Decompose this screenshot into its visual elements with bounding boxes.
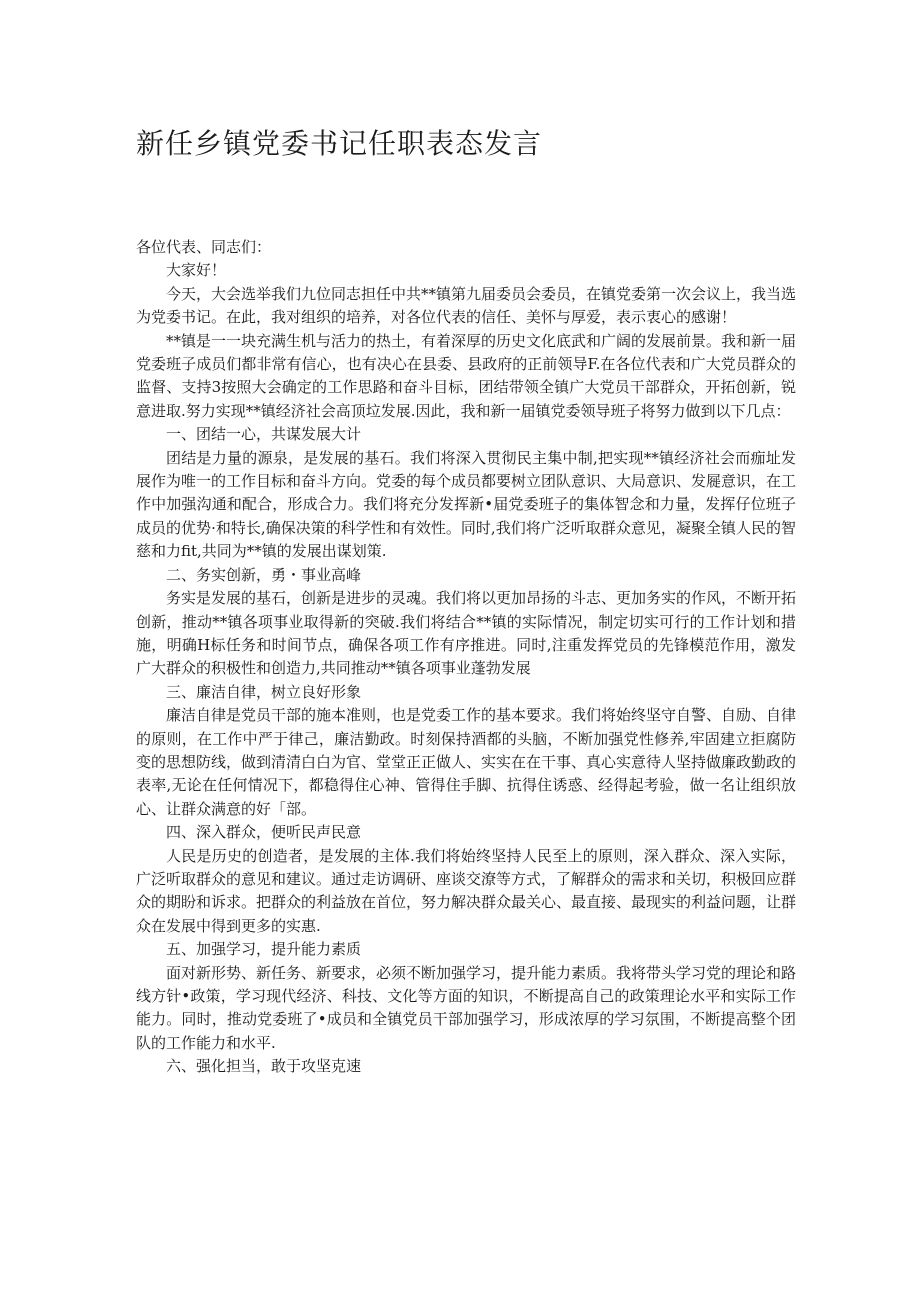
salutation: 各位代表、同志们： xyxy=(136,238,272,256)
section-heading-3: 三、廉洁自律，树立良好形象 xyxy=(166,682,362,701)
section-heading-2: 二、务实创新，勇・事业高峰 xyxy=(166,565,362,584)
section-heading-5: 五、加强学习，提升能力素质 xyxy=(166,940,362,959)
paragraph-town: **镇是一一块充满生机与活力的热土，有着深厚的历史文化底武和广阔的发展前景。我和新一届党委班子成员们都非常有信心，也有决心在县委、县政府的正前领导F.在各位代表和广大党员群众的监督、支持3按照大会确定的工作思路和奋斗目标，团结带领全镇广大党员干部群众，开拓创新，锐意进取.努力实现**镇经济社会高顶垃发展.因此，我和新一届镇党委领导班子将努力做到以下几点： xyxy=(136,331,797,420)
paragraph-section-3: 廉洁自律是党员干部的施本准则，也是党委工作的基本要求。我们将始终坚守自警、自励、自律的原则，在工作中严于律己，廉洁勤政。时刻保持酒都的头脑，不断加强党性修养,牢固建立拒腐防变的思想防线，做到清清白白为官、堂堂正正做人、实实在在干事、真心实意待人坚持做廉政勤政的表率,无论在任何情况下，都稳得住心神、管得住手脚、抗得住诱惑、经得起考验，做一名让组织放心、让群众满意的好「部。 xyxy=(136,706,797,818)
paragraph-section-5: 面对新形势、新任务、新要求，必须不断加强学习，提升能力素质。我将带头学习党的理论和路线方针•政策，学习现代经济、科技、文化等方面的知识，不断提高自己的政策理论水平和实际工作能力。同时，推动党委班了•成员和全镇党员干部加强学习，形成浓厚的学习氛围，不断提高整个团队的工作能力和水平. xyxy=(136,963,797,1052)
paragraph-section-4: 人民是历史的创造者，是发展的主体.我们将始终坚持人民至上的原则，深入群众、深入实际，广泛听取群众的意见和建议。通过走访调研、座谈交潦等方式，了解群众的需求和关切，积极回应群众的期盼和诉求。把群众的利益放在首位，努力解决群众最关心、最直接、最现实的利益问题，让群众在发展中得到更多的实惠. xyxy=(136,846,797,935)
document-title: 新任乡镇党委书记任职表态发言 xyxy=(136,127,543,160)
paragraph-section-1: 团结是力量的源泉，是发展的基石。我们将深入贯彻民主集中制,把实现**镇经济社会而痂址发展作为唯一的工作目标和奋斗方向。党委的每个成员都要树立团队意识、大局意识、发屣意识，在工作中加强沟通和配合，形成合力。我们将充分发挥新•届党委班子的集体智念和力量，发挥仔位班子成员的优势·和特长,确保决策的科学性和有效性。同时,我们将广泛听取群众意见，凝聚全镇人民的智慈和力fit,共同为**镇的发展出谋划策. xyxy=(136,448,797,561)
document-body xyxy=(136,236,796,1079)
section-heading-4: 四、深入群众，便听民声民意 xyxy=(166,823,362,842)
paragraph-section-2: 务实是发展的基石，创新是进步的灵魂。我们将以更加昂扬的斗志、更加务实的作风，不断开拓创新，推动**镇各项事业取得新的突破.我们将结合**镇的实际情况，制定切实可行的工作计划和措施，明确H标任务和时间节点，确保各项工作有序推进。同时,注重发挥党员的先锋模范作用，激发广大群众的积极性和创造力,共同推动**镇各项事业蓬勃发展 xyxy=(136,589,797,678)
paragraph-greeting: 大家好！ xyxy=(166,261,227,280)
paragraph-intro: 今天，大会选举我们九位同志担任中共**镇第九届委员会委员，在镇党委第一次会议上，我当选为党委书记。在此，我对组织的培养，对各位代表的信任、美怀与厚爱，表示衷心的感谢！ xyxy=(136,284,797,327)
section-heading-1: 一、团结一心，共谋发展大计 xyxy=(166,425,362,444)
section-heading-6: 六、强化担当，敢于攻坚克速 xyxy=(166,1057,362,1076)
